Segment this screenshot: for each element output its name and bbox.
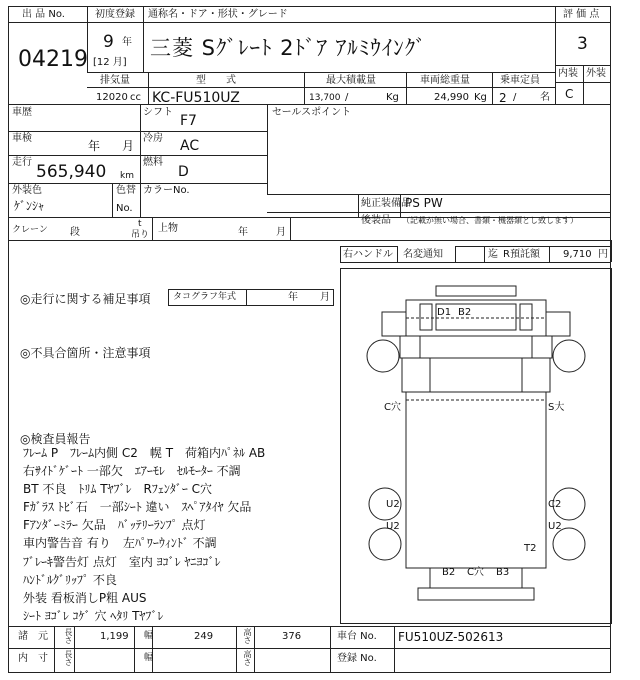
mark-u2-right: U2 (548, 521, 562, 532)
crane-stage: 段 (70, 227, 80, 238)
no-check: 迄 (488, 249, 498, 260)
max-load-label: 最大積載量 (326, 75, 376, 86)
interior-value: C (565, 87, 574, 101)
report-line: BT 不良 ﾄﾘﾑ Tﾔﾌﾞﾚ Rﾌｪﾝﾀﾞｰ C穴 (23, 482, 213, 496)
exterior-label: 外装 (586, 68, 606, 79)
report-line: 右ｻｲﾄﾞｹﾞｰﾄ 一部欠 ｴｱｰﾓﾚ ｾﾙﾓｰﾀｰ 不調 (23, 464, 241, 478)
mark-c-hole-left: C穴 (384, 402, 401, 413)
car-title: 三菱 Sｸﾞﾚｰﾄ 2ﾄﾞｱ ｱﾙﾐｳｲﾝｸﾞ (150, 36, 427, 60)
rhd-flag: 右ハンドル (343, 249, 393, 260)
height-label-2: 高さ (243, 650, 252, 666)
uppers-label: 上物 (158, 223, 178, 234)
gross-weight-unit: Kg (474, 92, 487, 103)
length-label-2: 長さ (64, 650, 73, 666)
lot-no: 04219 (18, 47, 88, 72)
interior-dims-label: 内 寸 (18, 653, 48, 664)
uppers-year-unit: 年 (238, 227, 248, 238)
defect-notes-label: ◎不具合箇所・注意事項 (20, 346, 151, 360)
fuel: D (178, 164, 189, 180)
recycle-value: 9,710 (563, 249, 592, 260)
fuel-label: 燃料 (143, 157, 163, 168)
report-line: 車内警告音 有り 左ﾊﾟﾜｰｳｨﾝﾄﾞ 不調 (23, 536, 217, 550)
chassis-no: FU510UZ-502613 (398, 630, 504, 644)
history-label: 車歴 (12, 107, 32, 118)
width-label: 幅 (144, 631, 154, 641)
mark-b3: B3 (496, 567, 510, 578)
gross-weight: 24,990 (434, 92, 469, 103)
capacity-slash: / (513, 92, 517, 103)
shift-label: シフト (143, 107, 173, 118)
sales-point-label: セールスポイント (272, 107, 352, 118)
aircon-label: 冷房 (143, 133, 163, 144)
recycle-label: R預託額 (503, 249, 540, 260)
tacho-label: タコグラフ年式 (173, 292, 237, 302)
mark-s-large: S大 (548, 402, 565, 413)
inspector-report-label: ◎検査員報告 (20, 432, 91, 446)
mark-b2-bottom: B2 (442, 567, 456, 578)
report-line: Fｱﾝﾀﾞｰﾐﾗｰ 欠品 ﾊﾞｯﾃﾘｰﾗﾝﾌﾟ 点灯 (23, 518, 206, 532)
aircon: AC (180, 138, 200, 154)
uppers-month-unit: 月 (276, 227, 286, 238)
length-label: 長さ (64, 628, 73, 644)
ext-color-label: 外装色 (12, 185, 42, 196)
length-value: 1,199 (100, 631, 129, 642)
aftermarket-label: 後装品 (361, 215, 391, 226)
mileage-unit: km (120, 171, 134, 181)
mileage-label: 走行 (12, 157, 32, 168)
max-load-unit: Kg (386, 92, 399, 103)
capacity-label: 乗車定員 (500, 75, 540, 86)
report-line: ﾌﾞﾚｰｷ警告灯 点灯 室内 ﾖｺﾞﾚ ﾔﾆﾖｺﾞﾚ (23, 555, 221, 569)
gross-weight-label: 車両総重量 (420, 75, 470, 86)
height-value: 376 (282, 631, 302, 642)
displacement-label: 排気量 (100, 75, 130, 86)
width-label-2: 幅 (144, 653, 154, 663)
max-load: 13,700 (309, 93, 341, 103)
aftermarket-note: （記載が無い場合、書類・機器類とし致します） (402, 216, 578, 225)
name-label: 通称名・ドア・形状・グレード (148, 9, 288, 20)
name-change-label: 名変通知 (403, 249, 443, 260)
equipment-label: 純正装備品 (361, 198, 411, 209)
height-label: 高さ (243, 628, 252, 644)
mark-d1: D1 (437, 307, 452, 318)
dims-label: 諸 元 (18, 631, 48, 642)
ext-color: ｹﾞﾝｼｬ (14, 199, 45, 213)
inspection-year-unit: 年 (88, 139, 101, 153)
tacho-month-unit: 月 (320, 292, 330, 303)
shift: F7 (180, 113, 197, 129)
model-label: 型 式 (196, 75, 236, 86)
reg-no-label: 登録 No. (337, 653, 377, 664)
grade-label: 評 価 点 (563, 9, 600, 20)
interior-label: 内装 (558, 68, 578, 79)
max-load-slash: / (345, 92, 349, 103)
color-no-unit: No. (116, 203, 133, 214)
reg-year-unit: 年 (122, 37, 132, 48)
report-line: ﾊﾝﾄﾞﾙｸﾞﾘｯﾌﾟ 不良 (23, 573, 117, 587)
mark-u2-left-b: U2 (386, 521, 400, 532)
inspection-month-unit: 月 (122, 139, 135, 153)
report-line: ｼｰﾄ ﾖｺﾞﾚ ｺｹﾞ 穴 ﾍﾀﾘ Tﾔﾌﾞﾚ (23, 609, 164, 623)
crane-ton: t (138, 219, 142, 229)
report-line: 外装 看板消しP粗 AUS (23, 591, 147, 605)
crane-label: クレーン (12, 225, 48, 235)
displacement-unit: cc (130, 92, 141, 103)
model: KC-FU510UZ (152, 90, 240, 106)
width-value: 249 (194, 631, 214, 642)
grade-score: 3 (577, 34, 588, 54)
report-line: ﾌﾚｰﾑ P ﾌﾚｰﾑ内側 C2 幌 T 荷箱内ﾊﾟﾈﾙ AB (23, 446, 266, 460)
color-no-label: 色替 (116, 185, 136, 196)
color-label: カラーNo. (143, 185, 190, 196)
driving-notes-label: ◎走行に関する補足事項 (20, 292, 151, 306)
first-reg-label: 初度登録 (95, 9, 135, 20)
crane-hang: 吊り (131, 230, 150, 240)
report-line: Fｶﾞﾗｽ ﾄﾋﾞ石 一部ｼｰﾄ 違い ｽﾍﾟｱﾀｲﾔ 欠品 (23, 500, 252, 514)
mark-c-hole-bottom: C穴 (467, 567, 484, 578)
displacement: 12020 (96, 92, 128, 103)
reg-year: 9 (103, 32, 114, 52)
chassis-label: 車台 No. (337, 631, 377, 642)
equipment: PS PW (405, 196, 443, 210)
recycle-unit: 円 (598, 249, 608, 260)
mark-b2-top: B2 (458, 307, 472, 318)
capacity-unit: 名 (540, 92, 550, 103)
tacho-year-unit: 年 (288, 292, 298, 303)
mileage: 565,940 (36, 162, 107, 182)
reg-month: [12 月] (93, 57, 127, 68)
mark-c2-right: C2 (548, 499, 562, 510)
mark-u2-left-a: U2 (386, 499, 400, 510)
mark-t2: T2 (524, 543, 537, 554)
capacity: 2 (499, 91, 507, 105)
inspection-label: 車検 (12, 133, 32, 144)
lot-no-label: 出 品 No. (22, 9, 65, 20)
